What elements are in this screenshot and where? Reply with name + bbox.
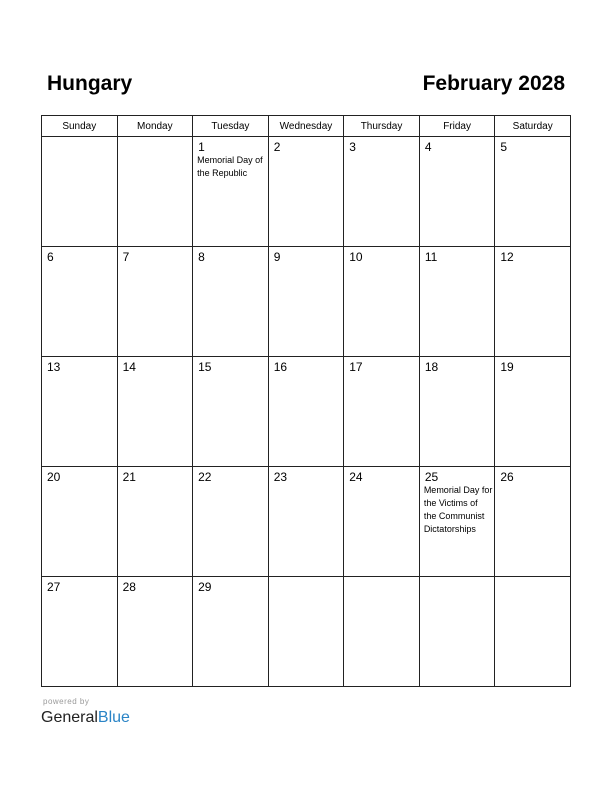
week-row <box>42 247 571 357</box>
day-cell <box>268 577 344 687</box>
weekday-header-row <box>42 116 571 137</box>
week-row <box>42 577 571 687</box>
day-number: 27 <box>47 580 61 594</box>
day-number: 22 <box>198 470 212 484</box>
weekday-saturday: Saturday <box>495 116 571 137</box>
country-title: Hungary <box>47 72 133 95</box>
generalblue-logo[interactable] <box>41 708 130 728</box>
day-cell <box>495 467 571 577</box>
day-cell <box>344 467 420 577</box>
day-cell <box>193 467 269 577</box>
day-cell <box>495 137 571 247</box>
day-cell <box>117 247 193 357</box>
day-number: 5 <box>500 140 508 154</box>
day-cell <box>268 357 344 467</box>
day-number: 3 <box>349 140 356 154</box>
day-number: 2 <box>273 140 281 154</box>
day-number: 8 <box>198 250 205 264</box>
brand-blue-text: Blue <box>97 709 130 726</box>
day-cell <box>419 467 495 577</box>
month-title: February 2028 <box>422 72 565 95</box>
day-cell <box>495 247 571 357</box>
day-cell <box>419 577 495 687</box>
day-cell <box>419 247 495 357</box>
day-number: 7 <box>122 250 130 264</box>
day-number: 6 <box>47 250 54 264</box>
weekday-tuesday: Tuesday <box>193 116 269 137</box>
day-cell <box>117 137 193 247</box>
weekday-friday: Friday <box>419 116 495 137</box>
day-number: 16 <box>273 360 288 374</box>
day-cell <box>193 247 269 357</box>
week-row <box>42 137 571 247</box>
day-number: 20 <box>47 470 61 484</box>
day-cell <box>42 467 118 577</box>
day-number: 4 <box>424 140 432 154</box>
day-cell <box>344 577 420 687</box>
day-number: 9 <box>273 250 281 264</box>
day-cell <box>193 577 269 687</box>
weekday-monday: Monday <box>117 116 193 137</box>
day-cell <box>117 467 193 577</box>
day-cell <box>495 577 571 687</box>
weekday-wednesday: Wednesday <box>268 116 344 137</box>
week-row <box>42 357 571 467</box>
day-number: 17 <box>349 360 363 374</box>
holiday-label: Memorial Day for the Victims of the Communist Dictatorships <box>423 485 493 534</box>
day-number: 24 <box>349 470 363 484</box>
day-number: 21 <box>122 470 136 484</box>
powered-by-label: powered by <box>43 697 90 706</box>
day-cell <box>117 577 193 687</box>
day-cell <box>42 577 118 687</box>
day-number: 13 <box>47 360 61 374</box>
day-cell <box>268 467 344 577</box>
day-number: 28 <box>122 580 136 594</box>
day-cell <box>193 357 269 467</box>
day-cell <box>419 357 495 467</box>
week-row <box>42 467 571 577</box>
holiday-label: Memorial Day of the Republic <box>197 155 263 178</box>
day-cell <box>117 357 193 467</box>
day-number: 12 <box>500 250 514 264</box>
brand-general-text: General <box>41 709 98 726</box>
day-cell <box>193 137 269 247</box>
day-cell <box>268 247 344 357</box>
day-number: 29 <box>198 580 212 594</box>
day-number: 19 <box>500 360 514 374</box>
day-number: 26 <box>500 470 514 484</box>
calendar-grid <box>41 115 571 687</box>
day-cell <box>344 357 420 467</box>
day-number: 23 <box>273 470 288 484</box>
day-cell <box>495 357 571 467</box>
day-number: 15 <box>198 360 212 374</box>
day-number: 14 <box>122 360 136 374</box>
weekday-thursday: Thursday <box>344 116 420 137</box>
day-cell <box>344 137 420 247</box>
day-cell <box>344 247 420 357</box>
weekday-sunday: Sunday <box>42 116 118 137</box>
day-cell <box>268 137 344 247</box>
day-number: 1 <box>198 140 205 154</box>
day-number: 18 <box>424 360 439 374</box>
day-cell <box>42 247 118 357</box>
day-cell <box>42 357 118 467</box>
day-number: 10 <box>349 250 363 264</box>
day-cell <box>42 137 118 247</box>
day-cell <box>419 137 495 247</box>
day-number: 11 <box>424 250 438 264</box>
day-number: 25 <box>424 470 439 484</box>
